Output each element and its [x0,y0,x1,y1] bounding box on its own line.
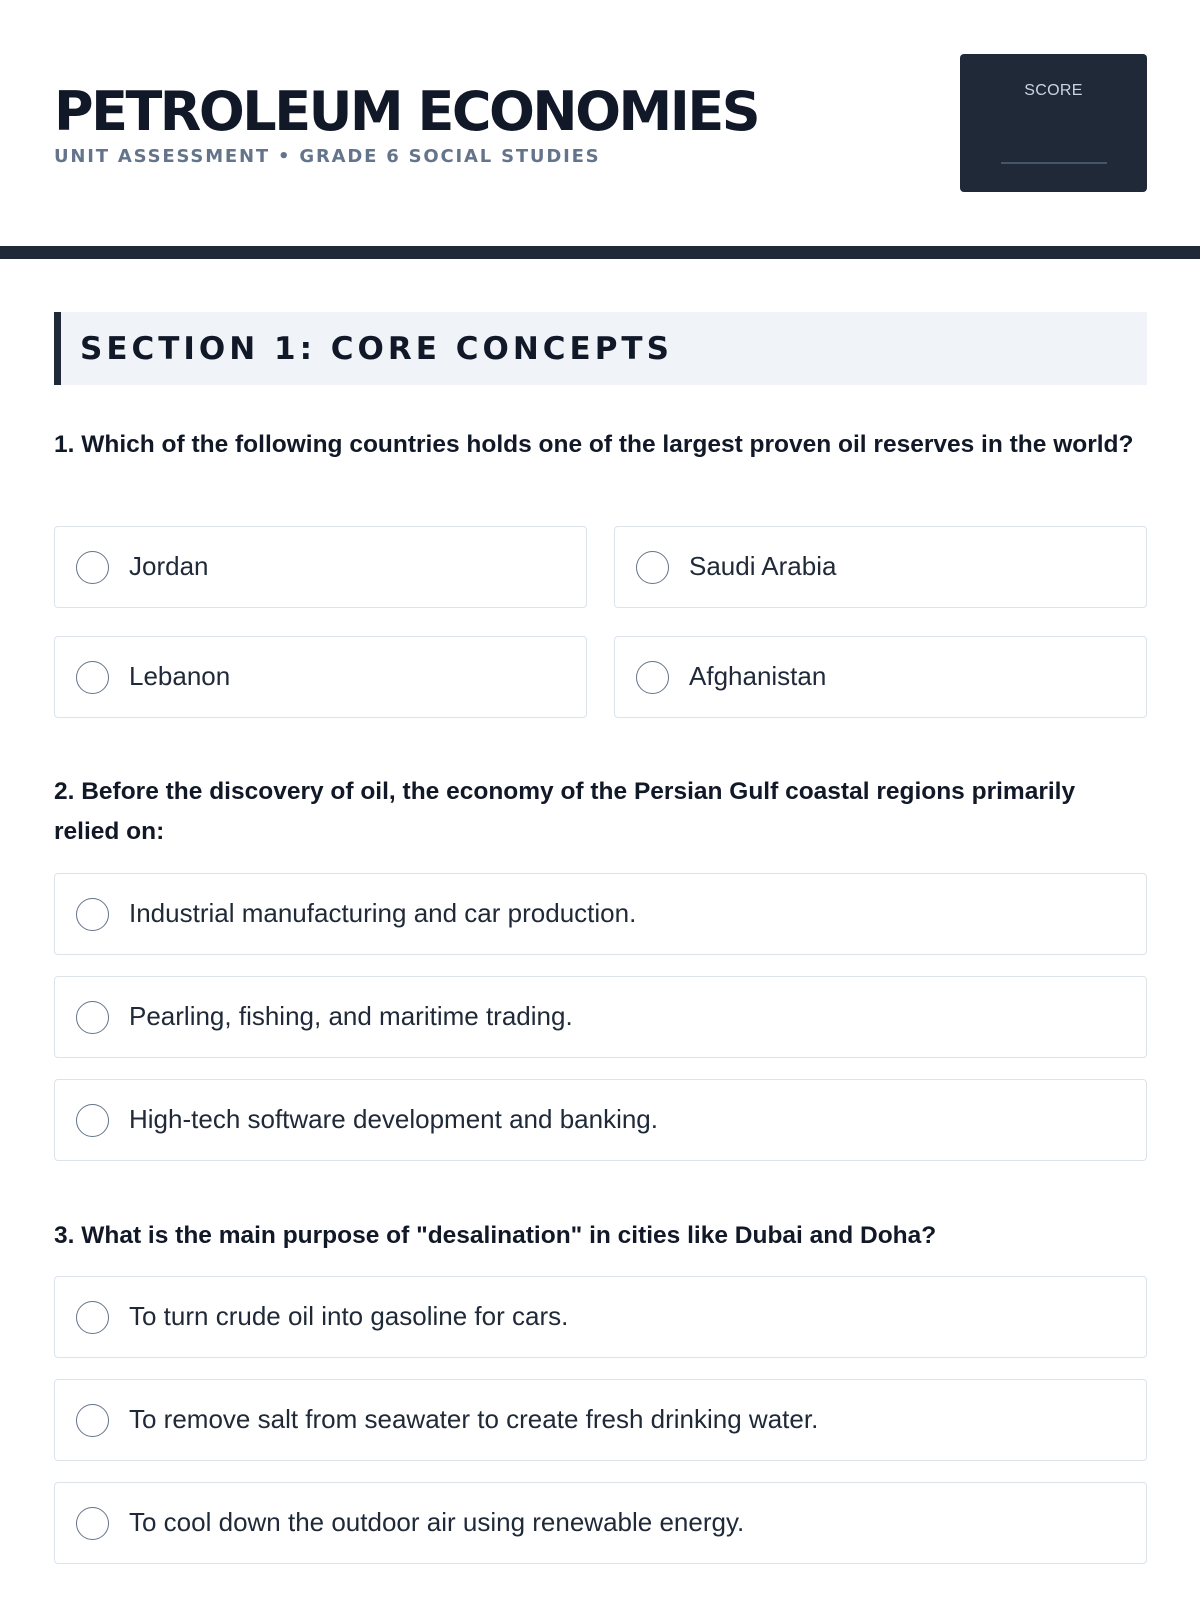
score-box [960,54,1147,192]
radio-button[interactable] [636,661,669,694]
question-3: 3. What is the main purpose of "desalination" in cities like Dubai and Doha? [54,1222,937,1249]
q2-option-3[interactable] [54,1079,1147,1161]
radio-button[interactable] [76,1507,109,1540]
radio-button[interactable] [76,1301,109,1334]
option-label: Industrial manufacturing and car production. [129,898,637,928]
option-label: Pearling, fishing, and maritime trading. [129,1001,573,1031]
option-label: Saudi Arabia [689,551,837,581]
section-title: SECTION 1: CORE CONCEPTS [80,331,673,367]
option-label: Afghanistan [689,661,827,691]
option-label: Lebanon [129,661,231,691]
header-divider [0,246,1200,259]
q3-option-2[interactable] [54,1379,1147,1461]
section-header [54,312,1147,385]
q1-option-2[interactable] [614,526,1147,608]
radio-button[interactable] [76,1404,109,1437]
option-label: To turn crude oil into gasoline for cars. [129,1301,569,1331]
score-label: SCORE [1024,82,1083,99]
q1-option-1[interactable] [54,526,587,608]
option-label: Jordan [129,551,209,581]
q1-option-3[interactable] [54,636,587,718]
radio-button[interactable] [76,661,109,694]
radio-button[interactable] [636,551,669,584]
option-label: To remove salt from seawater to create fresh drinking water. [129,1404,819,1434]
worksheet-header [0,0,1200,246]
question-2: 2. Before the discovery of oil, the economy of the Persian Gulf coastal regions primarily relied on: [54,778,1076,845]
question-1: 1. Which of the following countries holds one of the largest proven oil reserves in the world? [54,431,1134,458]
radio-button[interactable] [76,898,109,931]
q1-option-4[interactable] [614,636,1147,718]
option-label: To cool down the outdoor air using renewable energy. [129,1507,745,1537]
radio-button[interactable] [76,1104,109,1137]
q3-option-3[interactable] [54,1482,1147,1564]
q2-option-2[interactable] [54,976,1147,1058]
option-label: High-tech software development and banking. [129,1104,658,1134]
q3-option-1[interactable] [54,1276,1147,1358]
q2-option-1[interactable] [54,873,1147,955]
radio-button[interactable] [76,551,109,584]
radio-button[interactable] [76,1001,109,1034]
score-blank-line [1001,162,1107,164]
page-subtitle: UNIT ASSESSMENT • GRADE 6 SOCIAL STUDIES [54,146,601,167]
page-title: PETROLEUM ECONOMIES [54,80,759,143]
